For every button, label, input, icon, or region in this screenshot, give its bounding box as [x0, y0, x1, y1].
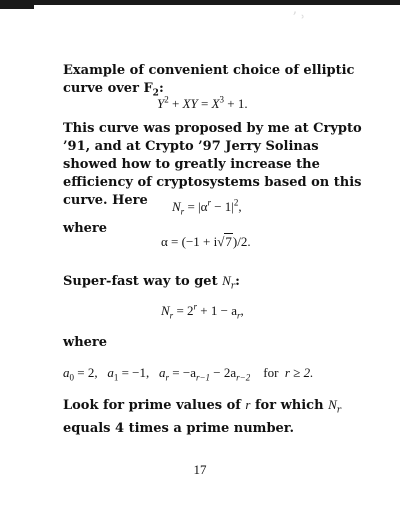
final-part2: for which: [250, 398, 329, 413]
fast-lhs-sub: r: [169, 310, 174, 321]
fast-equation: [161, 303, 244, 319]
proposal-paragraph: This curve was proposed by me at Crypto ’91, and at Crypto ’97 Jerry Solinas showed how to greatly increase the efficiency of cryptosystems based on this curve. Here: [63, 121, 362, 208]
norm-lhs-sub: r: [180, 206, 185, 217]
scan-mark: ʼ ˒: [292, 10, 306, 26]
a0-value: = 2,: [74, 365, 98, 380]
curve-equation: $Y^2$ + XY = $X^3 + 1$.: [157, 94, 248, 111]
final-r: r: [245, 397, 251, 412]
recurrence-equation: [63, 365, 313, 381]
final-part1: Look for prime values of: [63, 398, 246, 413]
fast-rest: + 1 − a: [197, 303, 237, 318]
a1-value: = −1,: [118, 365, 150, 380]
final-paragraph: [63, 396, 373, 438]
top-border: [0, 0, 400, 5]
field-subscript: 2: [152, 88, 159, 99]
superfast-text: Super-fast way to get: [63, 274, 223, 289]
fast-rest-sub: r: [236, 310, 241, 321]
fast-mid: = 2: [173, 303, 194, 318]
fast-end: ,: [240, 303, 244, 318]
ar-sub2: r−2: [236, 372, 251, 383]
fast-lhs: N: [161, 303, 170, 318]
a1-symbol: a: [107, 365, 114, 380]
ar-symbol: a: [159, 365, 166, 380]
ar-equals: = −a: [169, 365, 196, 380]
condition-for: for: [263, 365, 279, 380]
a1-sub: 1: [113, 372, 119, 383]
superfast-var-sub: r: [230, 281, 236, 292]
where-label-1: where: [63, 221, 108, 236]
norm-rhs-before: = |α: [184, 199, 208, 214]
superfast-colon: :: [235, 274, 240, 289]
superfast-heading: [63, 272, 373, 296]
norm-rhs-after: − 1|: [210, 199, 234, 214]
final-N: N: [328, 397, 337, 412]
ar-minus: − 2a: [210, 365, 237, 380]
fast-mid-sup: r: [193, 301, 198, 312]
top-border-tab: [0, 0, 34, 9]
superfast-var: N: [222, 273, 231, 288]
norm-rhs-sup: r: [207, 197, 211, 208]
alpha-after: )/2.: [232, 234, 251, 249]
page-number: 17: [193, 462, 207, 477]
a0-symbol: a: [63, 365, 70, 380]
alpha-before: α = (−1 + i: [161, 234, 218, 249]
alpha-equation: [161, 234, 251, 250]
final-N-sub: r: [336, 405, 342, 416]
radicand: 7: [225, 234, 232, 249]
radical-sign: √: [217, 234, 225, 249]
final-part3: equals 4 times a prime number.: [63, 420, 294, 436]
norm-equation: [172, 199, 242, 215]
where-label-2: where: [63, 335, 108, 350]
norm-end: ,: [238, 199, 242, 214]
norm-rhs-sup2: 2: [233, 197, 239, 208]
condition: r ≥ 2.: [284, 365, 314, 380]
a0-sub: 0: [69, 372, 74, 383]
norm-lhs: N: [172, 199, 181, 214]
ar-sub1: r−1: [195, 372, 211, 383]
ar-sub: r: [165, 372, 170, 383]
intro-colon: :: [158, 81, 164, 96]
field-symbol: F: [143, 81, 153, 96]
intro-text: Example of convenient choice of elliptic curve over: [63, 63, 355, 96]
